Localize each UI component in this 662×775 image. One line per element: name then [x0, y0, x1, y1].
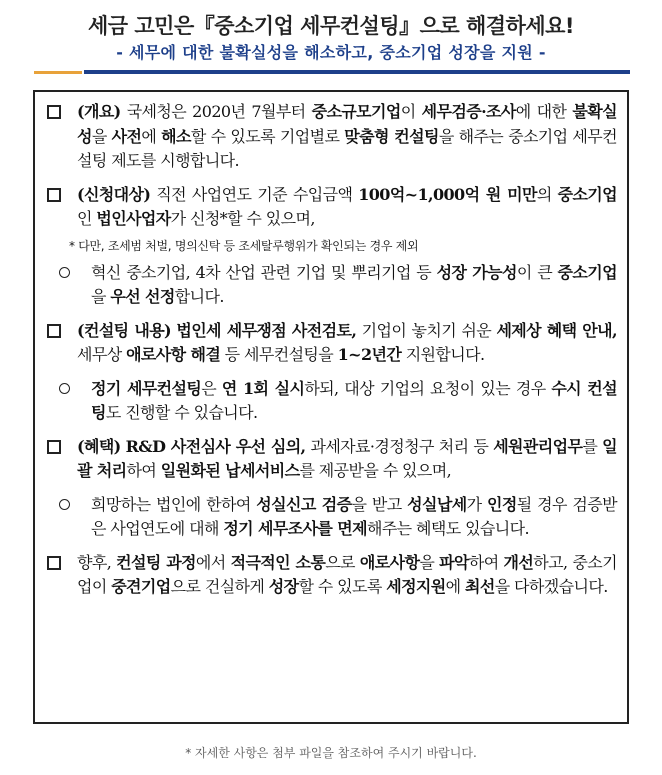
text-run: 연 1회 실시 [221, 378, 305, 398]
text-run: 이 [400, 102, 422, 121]
text-run: 사전 [111, 126, 142, 146]
text-run: 컨설팅 과정 [116, 552, 196, 572]
text-run: 1~2년간 [337, 345, 402, 364]
text-run: 맞춤형 컨설팅 [344, 126, 439, 146]
text-run: 중소기업 [557, 184, 618, 204]
square-bullet-icon [47, 324, 61, 338]
benefits-paragraph [47, 435, 617, 484]
text-run: 세원관리업무 [493, 436, 583, 456]
text-run: 가 [466, 494, 488, 514]
text-run: 우선 선정 [110, 287, 175, 306]
text-run: 중견기업 [111, 577, 171, 596]
content-schedule-item [47, 377, 617, 426]
text-run: 등 세무컨설팅을 [220, 345, 338, 364]
text-run: 에 [445, 577, 465, 596]
text-run: 일원화된 납세서비스 [160, 461, 300, 480]
text-run: 이 큰 [516, 262, 558, 282]
text-run: 지원합니다. [401, 345, 485, 364]
text-run: 기업이 놓치기 쉬운 [356, 320, 497, 340]
text-run: 애로사항 해결 [126, 345, 221, 364]
text-run: 에 [141, 126, 162, 146]
text-run: 정기 세무조사를 면제 [223, 519, 367, 538]
circle-bullet-icon [59, 383, 70, 394]
text-run: 할 수 있도록 [298, 577, 387, 596]
text-run: 법인세 세무쟁점 사전검토, [176, 320, 357, 340]
text-run: 도 진행할 수 있습니다. [105, 403, 258, 422]
text-run: 법인사업자 [96, 209, 171, 228]
text-run: 할 수 있도록 기업별로 [190, 126, 345, 146]
text-run: 가 신청*할 수 있으며, [170, 209, 315, 228]
text-run: 을 [91, 287, 111, 306]
text-run: 을 [419, 552, 440, 572]
eligibility-footnote: * 다만, 조세범 처벌, 명의신탁 등 조세탈루행위가 확인되는 경우 제외 [69, 238, 419, 253]
content-box [33, 90, 629, 724]
text-run: 를 제공받을 수 있으며, [299, 461, 452, 480]
text-run: 의 [536, 184, 558, 204]
text-run: 합니다. [174, 287, 224, 306]
text-run: 은 [201, 378, 222, 398]
text-run: 개선 [503, 552, 534, 572]
text-run: 해주는 혜택도 있습니다. [366, 519, 529, 538]
circle-bullet-icon [59, 499, 70, 510]
text-run: 인정 [487, 494, 517, 514]
text-run: 불확실성 [77, 102, 617, 146]
text-run: 하여 [468, 552, 504, 572]
benefits-heading: (혜택) [77, 436, 121, 456]
page-title: 세금 고민은『중소기업 세무컨설팅』으로 해결하세요! [87, 14, 574, 38]
text-run: 국세청은 2020년 7월부터 [120, 102, 312, 121]
text-run: 중소기업 [557, 262, 617, 282]
square-bullet-icon [47, 188, 61, 202]
eligibility-heading: (신청대상) [77, 184, 151, 204]
text-run: 하고, 중소기업이 [77, 552, 617, 596]
text-run: 최선 [465, 577, 495, 596]
square-bullet-icon [47, 556, 61, 570]
text-run: 세제상 혜택 안내, [496, 320, 617, 340]
text-run: 에 대한 [515, 102, 573, 121]
text-run: 를 [582, 436, 603, 456]
text-run: 과세자료·경정청구 처리 등 [305, 436, 494, 456]
text-run: 100억~1,000억 원 미만 [358, 184, 537, 204]
text-run: 일괄 처리 [77, 436, 618, 480]
closing-paragraph [47, 551, 617, 600]
content-heading: (컨설팅 내용) [77, 320, 172, 340]
page-subtitle: - 세무에 대한 불확실성을 해소하고, 중소기업 성장을 지원 - [116, 43, 546, 62]
text-run: 성실신고 검증 [256, 494, 352, 514]
text-run: 세무상 [77, 345, 127, 364]
text-run: 혁신 중소기업, 4차 산업 관련 기업 및 뿌리기업 등 [91, 262, 437, 282]
text-run: 을 받고 [351, 494, 408, 514]
text-run: 을 다하겠습니다. [494, 577, 608, 596]
circle-bullet-icon [59, 267, 70, 278]
text-run: 인 [77, 209, 97, 228]
text-run: 해소 [161, 126, 191, 146]
text-run: 세무검증·조사 [421, 102, 516, 121]
eligibility-paragraph [47, 183, 617, 232]
overview-heading: (개요) [77, 102, 121, 121]
text-run: 으로 건실하게 [170, 577, 269, 596]
text-run: 중소규모기업 [311, 102, 401, 121]
square-bullet-icon [47, 105, 61, 119]
text-run: 하되, 대상 기업의 요청이 있는 경우 [304, 378, 552, 398]
text-run: 세정지원 [386, 577, 446, 596]
text-run: 파악 [439, 552, 469, 572]
text-run: 향후, [77, 552, 117, 572]
text-run: 을 [91, 126, 112, 146]
title-underline-rule [84, 70, 630, 74]
benefits-exemption-item [47, 493, 617, 542]
text-run: R&D 사전심사 우선 심의, [125, 436, 306, 456]
text-run: 성실납세 [407, 494, 467, 514]
overview-paragraph [47, 100, 617, 174]
text-run: 수시 컨설팅 [91, 378, 617, 422]
text-run: 성장 [268, 577, 299, 596]
title-accent-rule [34, 71, 82, 74]
text-run: 하여 [126, 461, 161, 480]
content-paragraph [47, 319, 617, 368]
text-run: 적극적인 소통 [230, 552, 326, 572]
text-run: 에서 [195, 552, 231, 572]
text-run: 애로사항 [359, 552, 420, 572]
footer-note: * 자세한 사항은 첨부 파일을 참조하여 주시기 바랍니다. [185, 746, 477, 760]
text-run: 희망하는 법인에 한하여 [91, 494, 257, 514]
text-run: 될 경우 검증받은 사업연도에 대해 [91, 494, 617, 538]
text-run: 직전 사업연도 기준 수입금액 [150, 184, 359, 204]
eligibility-priority-item [47, 261, 617, 310]
text-run: 성장 가능성 [436, 262, 517, 282]
square-bullet-icon [47, 440, 61, 454]
text-run: 정기 세무컨설팅 [91, 378, 202, 398]
text-run: 을 해주는 중소기업 세무컨설팅 제도를 시행합니다. [77, 126, 617, 170]
text-run: 으로 [325, 552, 360, 572]
